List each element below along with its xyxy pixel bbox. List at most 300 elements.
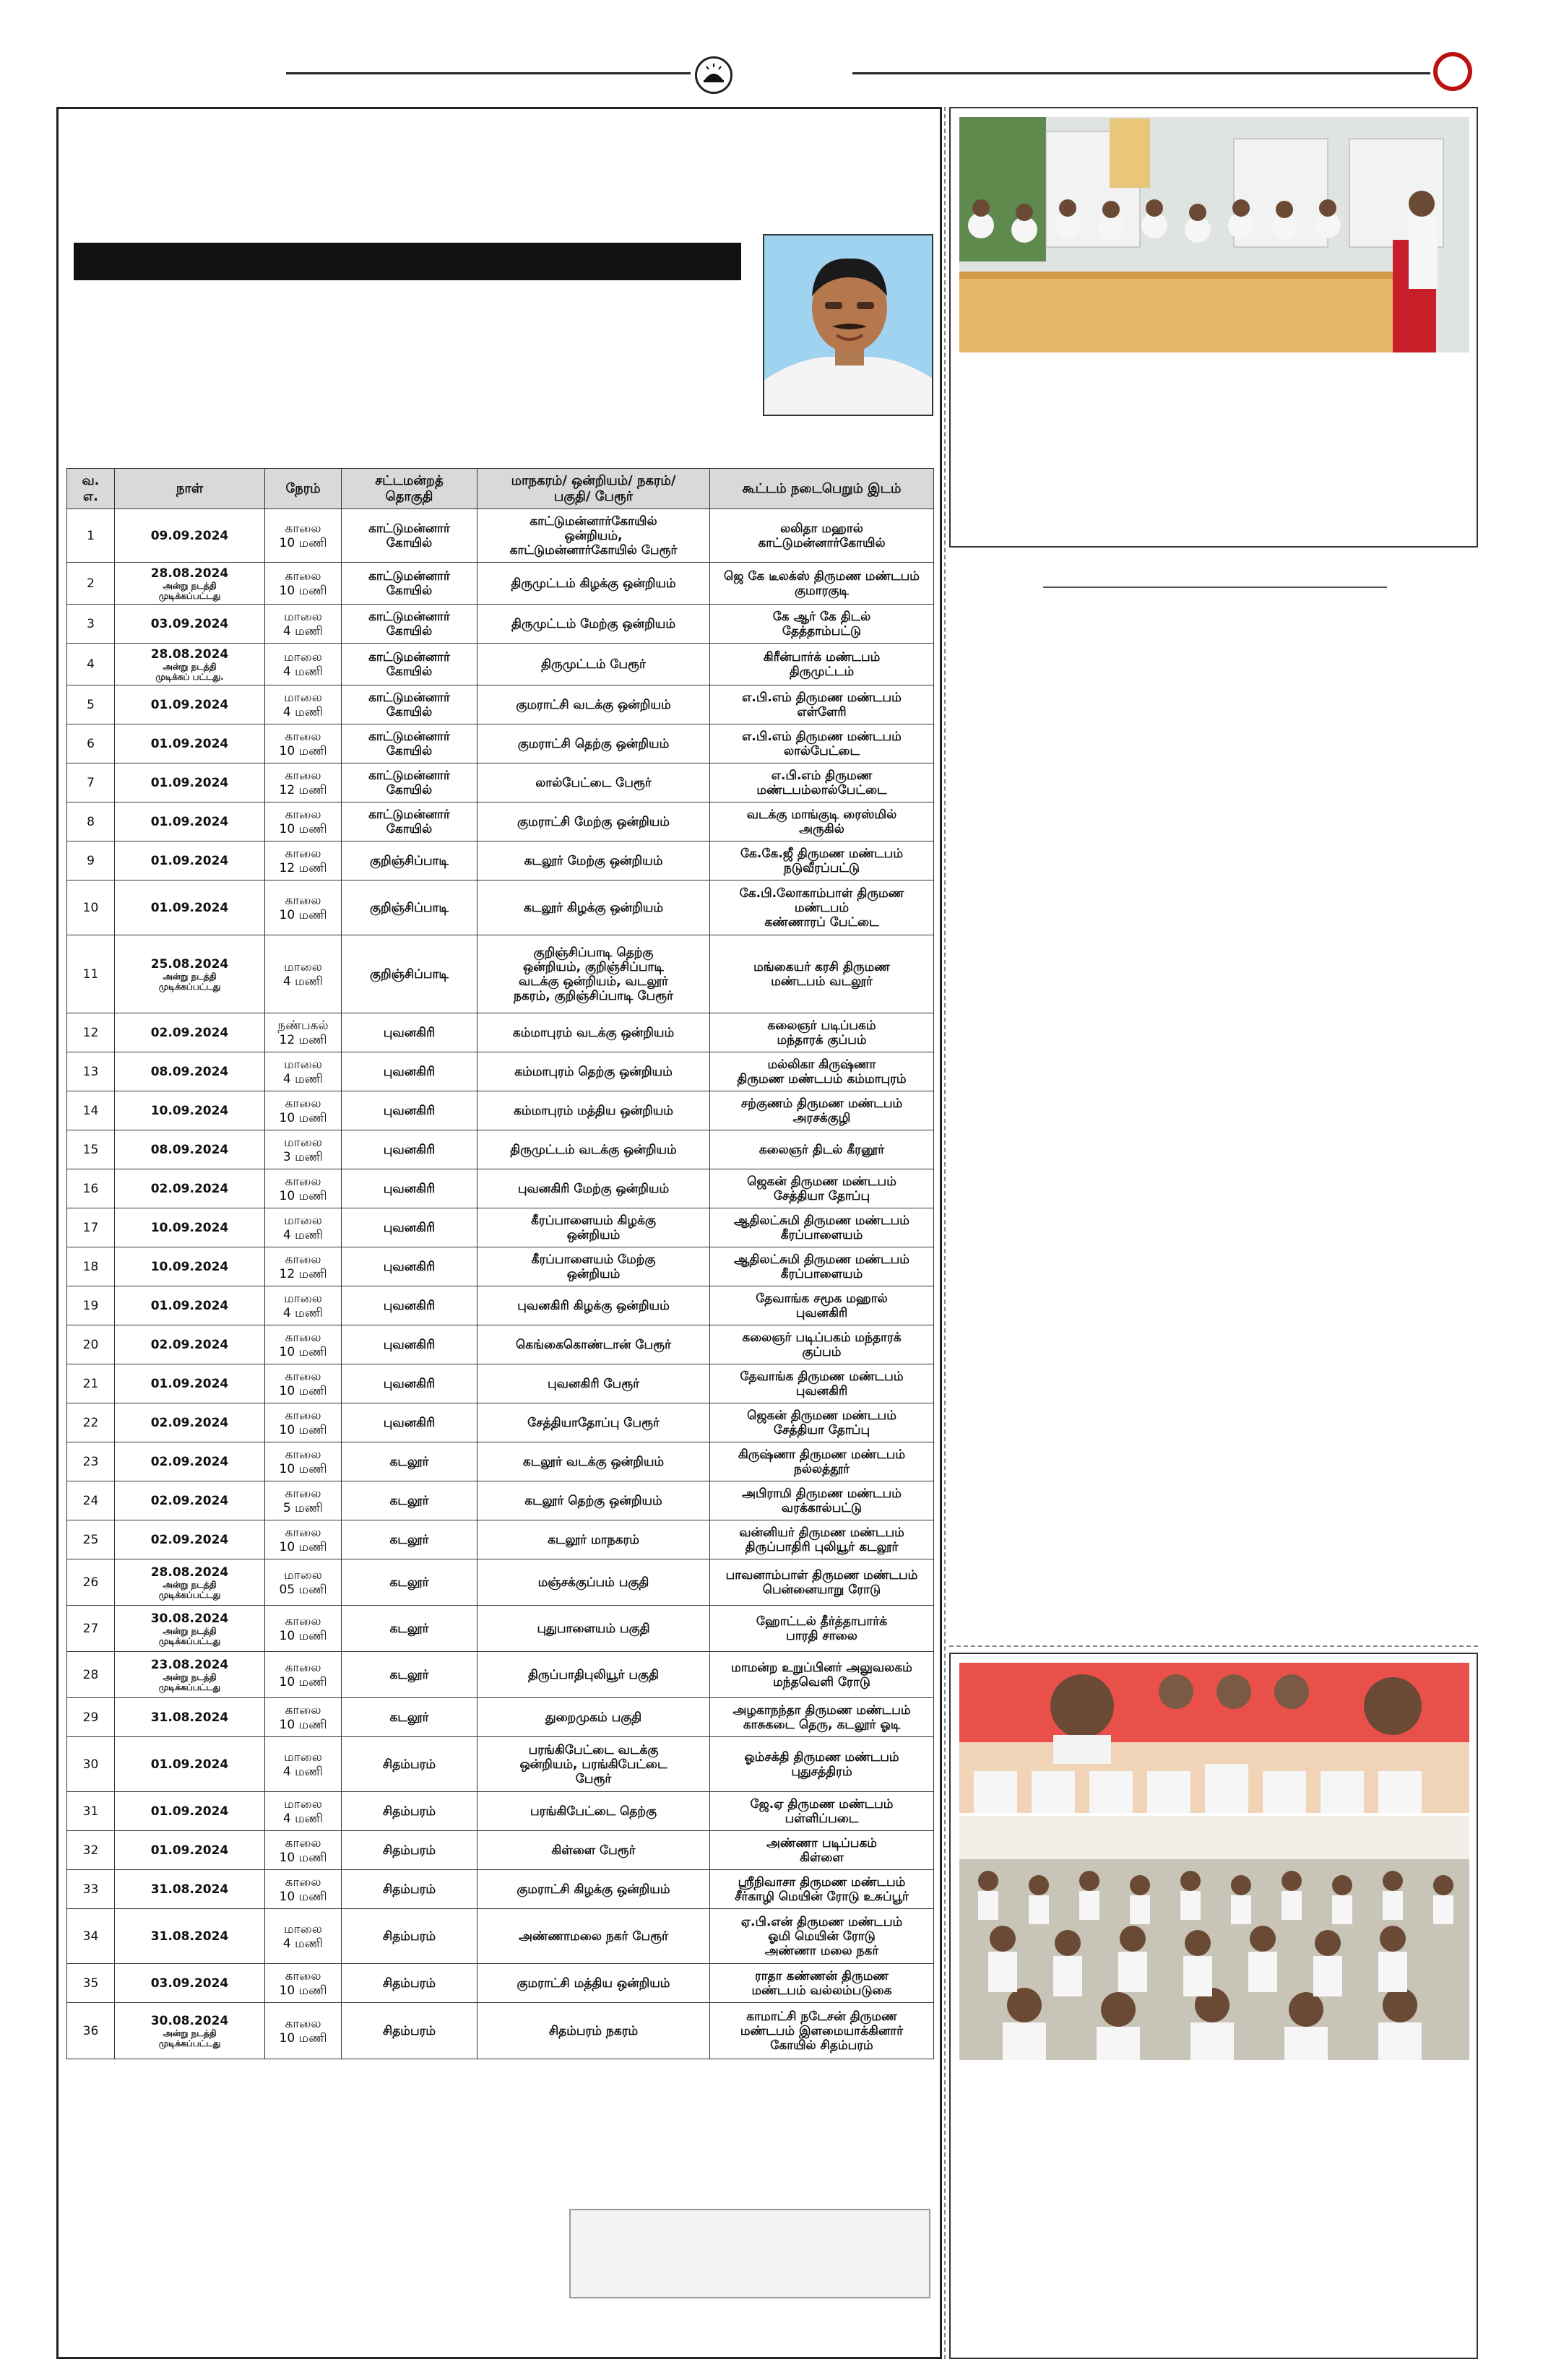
row-serial-number: 32	[67, 1831, 115, 1870]
row-date-value: 02.09.2024	[150, 1181, 229, 1196]
row-time: மாலை 4 மணி	[265, 644, 342, 685]
row-constituency: புவனகிரி	[342, 1208, 477, 1247]
row-constituency: புவனகிரி	[342, 1325, 477, 1364]
row-serial-number: 13	[67, 1052, 115, 1091]
row-time: காலை 10 மணி	[265, 724, 342, 763]
party-meeting-photo-top	[959, 1663, 1469, 1813]
row-constituency: கடலூர்	[342, 1520, 477, 1559]
page-number-circle	[1433, 52, 1472, 91]
row-serial-number: 8	[67, 802, 115, 841]
row-constituency: புவனகிரி	[342, 1286, 477, 1325]
table-row	[67, 935, 934, 1013]
row-venue: கே.பி.லோகாம்பாள் திருமண மண்டபம் கண்ணாரப் பேட்டை	[710, 880, 934, 935]
row-time: காலை 10 மணி	[265, 1403, 342, 1442]
row-time: மாலை 3 மணி	[265, 1130, 342, 1169]
table-row	[67, 1169, 934, 1208]
row-constituency: காட்டுமன்னார் கோயில்	[342, 802, 477, 841]
row-area: கெங்கைகொண்டான் பேரூர்	[477, 1325, 710, 1364]
row-venue: கலைஞர் படிப்பகம் மந்தாரக் குப்பம்	[710, 1325, 934, 1364]
row-date-value: 10.09.2024	[150, 1259, 229, 1274]
row-serial-number: 25	[67, 1520, 115, 1559]
row-constituency: காட்டுமன்னார் கோயில்	[342, 644, 477, 685]
row-date	[115, 1520, 265, 1559]
row-constituency: காட்டுமன்னார் கோயில்	[342, 605, 477, 644]
row-time: காலை 10 மணி	[265, 1169, 342, 1208]
row-date	[115, 1652, 265, 1698]
row-date	[115, 935, 265, 1013]
row-time: காலை 10 மணி	[265, 802, 342, 841]
row-venue: வடக்கு மாங்குடி ரைஸ்மில் அருகில்	[710, 802, 934, 841]
row-time: காலை 12 மணி	[265, 763, 342, 802]
row-time: மாலை 4 மணி	[265, 1208, 342, 1247]
row-time: காலை 10 மணி	[265, 509, 342, 563]
row-serial-number: 26	[67, 1559, 115, 1606]
table-row	[67, 1442, 934, 1481]
row-area: புவனகிரி கிழக்கு ஒன்றியம்	[477, 1286, 710, 1325]
row-date	[115, 563, 265, 605]
row-constituency: சிதம்பரம்	[342, 1870, 477, 1909]
row-venue: கலைஞர் படிப்பகம் மந்தாரக் குப்பம்	[710, 1013, 934, 1052]
header-venue: கூட்டம் நடைபெறும் இடம்	[710, 469, 934, 509]
row-time: மாலை 05 மணி	[265, 1559, 342, 1606]
row-time: மாலை 4 மணி	[265, 1737, 342, 1792]
row-date-value: 08.09.2024	[150, 1064, 229, 1079]
header-time: நேரம்	[265, 469, 342, 509]
row-date	[115, 880, 265, 935]
table-row	[67, 841, 934, 880]
row-date-value: 09.09.2024	[150, 528, 229, 543]
row-serial-number: 9	[67, 841, 115, 880]
row-area: கிள்ளை பேரூர்	[477, 1831, 710, 1870]
row-area: கீரப்பாளையம் மேற்கு ஒன்றியம்	[477, 1247, 710, 1286]
table-row	[67, 1247, 934, 1286]
row-area: கடலூர் மேற்கு ஒன்றியம்	[477, 841, 710, 880]
row-date	[115, 802, 265, 841]
table-row	[67, 1606, 934, 1652]
row-area: குறிஞ்சிப்பாடி தெற்கு ஒன்றியம், குறிஞ்சிப்பாடி வடக்கு ஒன்றியம், வடலூர் நகரம், குறிஞ்சிப்பாடி பேரூர்	[477, 935, 710, 1013]
row-date-value: 01.09.2024	[150, 900, 229, 915]
table-row	[67, 1652, 934, 1698]
row-area: கம்மாபுரம் மத்திய ஒன்றியம்	[477, 1091, 710, 1130]
row-area: குமராட்சி மேற்கு ஒன்றியம்	[477, 802, 710, 841]
row-area: குமராட்சி மத்திய ஒன்றியம்	[477, 1964, 710, 2003]
row-time: மாலை 4 மணி	[265, 685, 342, 724]
row-venue: ஹோட்டல் தீர்த்தாபார்க் பாரதி சாலை	[710, 1606, 934, 1652]
table-row	[67, 1052, 934, 1091]
row-date	[115, 724, 265, 763]
row-time: மாலை 4 மணி	[265, 1286, 342, 1325]
row-date	[115, 1286, 265, 1325]
row-venue: ராதா கண்ணன் திருமண மண்டபம் வல்லம்படுகை	[710, 1964, 934, 2003]
row-constituency: கடலூர்	[342, 1559, 477, 1606]
row-serial-number: 18	[67, 1247, 115, 1286]
row-area: கம்மாபுரம் வடக்கு ஒன்றியம்	[477, 1013, 710, 1052]
row-date-value: 02.09.2024	[150, 1337, 229, 1352]
table-row	[67, 509, 934, 563]
header-rule-right	[852, 72, 1430, 74]
row-date-value: 01.09.2024	[150, 814, 229, 829]
row-date-note: அன்று நடத்தி முடிக்கப்பட்டது	[158, 971, 221, 992]
row-date-value: 01.09.2024	[150, 697, 229, 712]
header-serial-number: வ. எ.	[67, 469, 115, 509]
table-row	[67, 1208, 934, 1247]
row-time: காலை 10 மணி	[265, 1325, 342, 1364]
row-constituency: காட்டுமன்னார் கோயில்	[342, 685, 477, 724]
row-date-value: 30.08.2024	[150, 1611, 229, 1626]
row-time: காலை 10 மணி	[265, 1364, 342, 1403]
row-constituency: புவனகிரி	[342, 1247, 477, 1286]
row-serial-number: 31	[67, 1792, 115, 1831]
row-serial-number: 7	[67, 763, 115, 802]
row-constituency: காட்டுமன்னார் கோயில்	[342, 563, 477, 605]
bottom-info-box	[569, 2209, 930, 2298]
row-time: காலை 12 மணி	[265, 1247, 342, 1286]
table-row	[67, 1364, 934, 1403]
meeting-schedule-table	[66, 468, 934, 2059]
row-serial-number: 14	[67, 1091, 115, 1130]
row-serial-number: 29	[67, 1698, 115, 1737]
table-row	[67, 763, 934, 802]
row-serial-number: 1	[67, 509, 115, 563]
row-venue: கிரீன்பார்க் மண்டபம் திருமுட்டம்	[710, 644, 934, 685]
row-venue: காமாட்சி நடேசன் திருமண மண்டபம் இளமையாக்கினார் கோயில் சிதம்பரம்	[710, 2003, 934, 2059]
header-area: மாநகரம்/ ஒன்றியம்/ நகரம்/ பகுதி/ பேரூர்	[477, 469, 710, 509]
row-date	[115, 1208, 265, 1247]
row-time: காலை 10 மணி	[265, 1698, 342, 1737]
row-serial-number: 17	[67, 1208, 115, 1247]
row-date-note: அன்று நடத்தி முடிக்கப் பட்டது.	[155, 661, 224, 682]
row-date-value: 23.08.2024	[150, 1657, 229, 1672]
row-date-value: 01.09.2024	[150, 1757, 229, 1772]
row-venue: எ.பி.எம் திருமண மண்டபம்லால்பேட்டை	[710, 763, 934, 802]
row-serial-number: 36	[67, 2003, 115, 2059]
row-time: மாலை 4 மணி	[265, 1909, 342, 1964]
table-row	[67, 1870, 934, 1909]
row-date	[115, 1403, 265, 1442]
row-area: திருமுட்டம் கிழக்கு ஒன்றியம்	[477, 563, 710, 605]
row-serial-number: 12	[67, 1013, 115, 1052]
portrait-photo	[763, 234, 933, 416]
table-row	[67, 1091, 934, 1130]
row-area: பரங்கிபேட்டை வடக்கு ஒன்றியம், பரங்கிபேட்டை பேரூர்	[477, 1737, 710, 1792]
row-serial-number: 4	[67, 644, 115, 685]
row-venue: ஜே.ஏ திருமண மண்டபம் பள்ளிப்படை	[710, 1792, 934, 1831]
row-area: குமராட்சி தெற்கு ஒன்றியம்	[477, 724, 710, 763]
row-area: துறைமுகம் பகுதி	[477, 1698, 710, 1737]
table-row	[67, 1013, 934, 1052]
row-time: காலை 10 மணி	[265, 563, 342, 605]
row-date-value: 03.09.2024	[150, 616, 229, 631]
row-venue: பாவனாம்பாள் திருமண மண்டபம் பென்னையாறு ரோடு	[710, 1559, 934, 1606]
row-time: காலை 10 மணி	[265, 1520, 342, 1559]
row-time: மாலை 4 மணி	[265, 935, 342, 1013]
table-row	[67, 685, 934, 724]
row-venue: சற்குணம் திருமண மண்டபம் அரசக்குழி	[710, 1091, 934, 1130]
row-area: சேத்தியாதோப்பு பேரூர்	[477, 1403, 710, 1442]
row-date-value: 01.09.2024	[150, 1804, 229, 1819]
table-row	[67, 605, 934, 644]
header-constituency: சட்டமன்றத் தொகுதி	[342, 469, 477, 509]
row-constituency: புவனகிரி	[342, 1013, 477, 1052]
row-venue: மங்கையர் கரசி திருமண மண்டபம் வடலூர்	[710, 935, 934, 1013]
row-venue: எ.பி.எம் திருமண மண்டபம் எள்ளேரி	[710, 685, 934, 724]
row-serial-number: 3	[67, 605, 115, 644]
row-date	[115, 1013, 265, 1052]
row-area: குமராட்சி வடக்கு ஒன்றியம்	[477, 685, 710, 724]
row-date	[115, 1247, 265, 1286]
row-serial-number: 35	[67, 1964, 115, 2003]
meeting-stage-photo	[959, 117, 1469, 352]
row-area: கடலூர் கிழக்கு ஒன்றியம்	[477, 880, 710, 935]
column-dash-divider	[949, 1645, 1478, 1647]
row-constituency: காட்டுமன்னார் கோயில்	[342, 763, 477, 802]
row-serial-number: 20	[67, 1325, 115, 1364]
separator-rule	[1043, 587, 1387, 588]
row-time: காலை 10 மணி	[265, 1870, 342, 1909]
row-venue: ஜெகன் திருமண மண்டபம் சேத்தியா தோப்பு	[710, 1403, 934, 1442]
row-date	[115, 1909, 265, 1964]
row-date-note: அன்று நடத்தி முடிக்கப்பட்டது	[158, 1579, 221, 1600]
row-date	[115, 763, 265, 802]
table-row	[67, 1559, 934, 1606]
row-area: கடலூர் தெற்கு ஒன்றியம்	[477, 1481, 710, 1520]
row-date-value: 01.09.2024	[150, 1376, 229, 1391]
row-area: கம்மாபுரம் தெற்கு ஒன்றியம்	[477, 1052, 710, 1091]
row-area: புவனகிரி பேரூர்	[477, 1364, 710, 1403]
row-date	[115, 1792, 265, 1831]
row-serial-number: 6	[67, 724, 115, 763]
row-date-value: 30.08.2024	[150, 2013, 229, 2028]
row-date-value: 28.08.2024	[150, 646, 229, 662]
row-serial-number: 16	[67, 1169, 115, 1208]
row-constituency: புவனகிரி	[342, 1091, 477, 1130]
row-constituency: குறிஞ்சிப்பாடி	[342, 880, 477, 935]
table-row	[67, 1130, 934, 1169]
row-date-value: 31.08.2024	[150, 1929, 229, 1944]
row-venue: எ.பி.எம் திருமண மண்டபம் லால்பேட்டை	[710, 724, 934, 763]
row-venue: அபிராமி திருமண மண்டபம் வரக்கால்பட்டு	[710, 1481, 934, 1520]
headline-bar	[74, 243, 741, 280]
row-area: திருப்பாதிபுலியூர் பகுதி	[477, 1652, 710, 1698]
row-date-value: 02.09.2024	[150, 1415, 229, 1430]
row-time: காலை 10 மணி	[265, 1964, 342, 2003]
row-date	[115, 1442, 265, 1481]
row-venue: அழகாநந்தா திருமண மண்டபம் காசுகடை தெரு, கடலூர் ஓடி	[710, 1698, 934, 1737]
row-time: நண்பகல் 12 மணி	[265, 1013, 342, 1052]
row-date	[115, 1831, 265, 1870]
row-date	[115, 1606, 265, 1652]
row-date-note: அன்று நடத்தி முடிக்கப்பட்டது	[158, 580, 221, 601]
table-row	[67, 1964, 934, 2003]
row-constituency: புவனகிரி	[342, 1130, 477, 1169]
row-area: புவனகிரி மேற்கு ஒன்றியம்	[477, 1169, 710, 1208]
row-constituency: சிதம்பரம்	[342, 1831, 477, 1870]
row-area: குமராட்சி கிழக்கு ஒன்றியம்	[477, 1870, 710, 1909]
row-date	[115, 644, 265, 685]
row-date-value: 31.08.2024	[150, 1710, 229, 1725]
row-date	[115, 1870, 265, 1909]
row-venue: லலிதா மஹால் காட்டுமன்னார்கோயில்	[710, 509, 934, 563]
row-serial-number: 28	[67, 1652, 115, 1698]
row-date-value: 08.09.2024	[150, 1142, 229, 1157]
row-venue: கிருஷ்ணா திருமண மண்டபம் நல்லத்தூர்	[710, 1442, 934, 1481]
row-date-value: 03.09.2024	[150, 1976, 229, 1991]
row-venue: தேவாங்க சமூக மஹால் புவனகிரி	[710, 1286, 934, 1325]
row-area: திருமுட்டம் பேரூர்	[477, 644, 710, 685]
row-constituency: புவனகிரி	[342, 1169, 477, 1208]
table-row	[67, 1520, 934, 1559]
row-time: காலை 5 மணி	[265, 1481, 342, 1520]
row-serial-number: 21	[67, 1364, 115, 1403]
row-venue: ஸ்ரீநிவாசா திருமண மண்டபம் சீர்காழி மெயின் ரோடு உசுப்பூர்	[710, 1870, 934, 1909]
row-serial-number: 11	[67, 935, 115, 1013]
row-time: காலை 12 மணி	[265, 841, 342, 880]
row-date-note: அன்று நடத்தி முடிக்கப்பட்டது	[158, 1671, 221, 1692]
row-date-value: 02.09.2024	[150, 1493, 229, 1508]
row-constituency: புவனகிரி	[342, 1364, 477, 1403]
row-venue: தேவாங்க திருமண மண்டபம் புவனகிரி	[710, 1364, 934, 1403]
row-date-value: 01.09.2024	[150, 853, 229, 868]
row-date-value: 28.08.2024	[150, 1565, 229, 1580]
row-serial-number: 15	[67, 1130, 115, 1169]
row-area: சிதம்பரம் நகரம்	[477, 2003, 710, 2059]
row-constituency: புவனகிரி	[342, 1052, 477, 1091]
row-serial-number: 5	[67, 685, 115, 724]
row-date-value: 02.09.2024	[150, 1532, 229, 1547]
row-time: மாலை 4 மணி	[265, 605, 342, 644]
row-serial-number: 10	[67, 880, 115, 935]
row-date	[115, 2003, 265, 2059]
rising-sun-emblem-icon	[695, 56, 732, 94]
row-constituency: சிதம்பரம்	[342, 2003, 477, 2059]
row-venue: கே ஆர் கே திடல் தேத்தாம்பட்டு	[710, 605, 934, 644]
table-row	[67, 644, 934, 685]
table-header-row	[67, 469, 934, 509]
row-area: புதுபாளையம் பகுதி	[477, 1606, 710, 1652]
row-serial-number: 24	[67, 1481, 115, 1520]
row-area: மஞ்சக்குப்பம் பகுதி	[477, 1559, 710, 1606]
row-date	[115, 605, 265, 644]
table-row	[67, 880, 934, 935]
row-venue: மாமன்ற உறுப்பினர் அலுவலகம் மந்தவெளி ரோடு	[710, 1652, 934, 1698]
row-serial-number: 33	[67, 1870, 115, 1909]
row-date	[115, 1481, 265, 1520]
table-row	[67, 1403, 934, 1442]
row-venue: ஜெ கே டீலக்ஸ் திருமண மண்டபம் குமாரகுடி	[710, 563, 934, 605]
row-time: காலை 10 மணி	[265, 2003, 342, 2059]
row-serial-number: 22	[67, 1403, 115, 1442]
row-constituency: குறிஞ்சிப்பாடி	[342, 841, 477, 880]
row-date	[115, 1737, 265, 1792]
row-venue: ஆதிலட்சுமி திருமண மண்டபம் கீரப்பாளையம்	[710, 1208, 934, 1247]
row-time: காலை 10 மணி	[265, 880, 342, 935]
row-area: கடலூர் மாநகரம்	[477, 1520, 710, 1559]
row-area: லால்பேட்டை பேரூர்	[477, 763, 710, 802]
table-row	[67, 1481, 934, 1520]
row-date-note: அன்று நடத்தி முடிக்கப்பட்டது	[158, 1625, 221, 1646]
row-area: அண்ணாமலை நகர் பேரூர்	[477, 1909, 710, 1964]
row-time: மாலை 4 மணி	[265, 1792, 342, 1831]
row-date-note: அன்று நடத்தி முடிக்கப்பட்டது	[158, 2028, 221, 2048]
row-date	[115, 1364, 265, 1403]
row-constituency: காட்டுமன்னார் கோயில்	[342, 724, 477, 763]
row-venue: அண்ணா படிப்பகம் கிள்ளை	[710, 1831, 934, 1870]
row-constituency: கடலூர்	[342, 1698, 477, 1737]
row-time: மாலை 4 மணி	[265, 1052, 342, 1091]
table-row	[67, 2003, 934, 2059]
table-row	[67, 1737, 934, 1792]
row-date	[115, 1052, 265, 1091]
row-constituency: கடலூர்	[342, 1442, 477, 1481]
row-date-value: 28.08.2024	[150, 566, 229, 581]
row-venue: ஓம்சக்தி திருமண மண்டபம் புதுசத்திரம்	[710, 1737, 934, 1792]
table-row	[67, 1831, 934, 1870]
row-date-value: 01.09.2024	[150, 736, 229, 751]
row-date-value: 31.08.2024	[150, 1882, 229, 1897]
row-constituency: சிதம்பரம்	[342, 1909, 477, 1964]
row-serial-number: 23	[67, 1442, 115, 1481]
row-constituency: குறிஞ்சிப்பாடி	[342, 935, 477, 1013]
table-row	[67, 1286, 934, 1325]
row-date	[115, 1130, 265, 1169]
row-time: காலை 10 மணி	[265, 1091, 342, 1130]
row-date	[115, 1559, 265, 1606]
row-date	[115, 1091, 265, 1130]
row-date	[115, 1169, 265, 1208]
header-rule-left	[286, 72, 691, 74]
row-venue: வன்னியர் திருமண மண்டபம் திருப்பாதிரி புலியூர் கடலூர்	[710, 1520, 934, 1559]
row-date-value: 02.09.2024	[150, 1025, 229, 1040]
row-serial-number: 2	[67, 563, 115, 605]
row-area: திருமுட்டம் மேற்கு ஒன்றியம்	[477, 605, 710, 644]
row-constituency: கடலூர்	[342, 1652, 477, 1698]
row-constituency: புவனகிரி	[342, 1403, 477, 1442]
row-date-value: 02.09.2024	[150, 1454, 229, 1469]
row-date	[115, 1698, 265, 1737]
row-date-value: 01.09.2024	[150, 1843, 229, 1858]
table-row	[67, 802, 934, 841]
row-area: காட்டுமன்னார்கோயில் ஒன்றியம், காட்டுமன்னார்கோயில் பேரூர்	[477, 509, 710, 563]
row-date	[115, 841, 265, 880]
party-meeting-photo-bottom	[959, 1816, 1469, 2060]
row-serial-number: 19	[67, 1286, 115, 1325]
row-serial-number: 30	[67, 1737, 115, 1792]
table-row	[67, 1792, 934, 1831]
row-constituency: கடலூர்	[342, 1606, 477, 1652]
row-time: காலை 10 மணி	[265, 1831, 342, 1870]
table-row	[67, 563, 934, 605]
row-venue: ஆதிலட்சுமி திருமண மண்டபம் கீரப்பாளையம்	[710, 1247, 934, 1286]
row-date-value: 25.08.2024	[150, 956, 229, 972]
row-constituency: சிதம்பரம்	[342, 1964, 477, 2003]
row-venue: கே.கே.ஜீ திருமண மண்டபம் நடுவீரப்பட்டு	[710, 841, 934, 880]
row-serial-number: 34	[67, 1909, 115, 1964]
row-date-value: 10.09.2024	[150, 1220, 229, 1235]
row-date-value: 01.09.2024	[150, 775, 229, 790]
row-constituency: காட்டுமன்னார் கோயில்	[342, 509, 477, 563]
row-date	[115, 1964, 265, 2003]
row-venue: ஜெகன் திருமண மண்டபம் சேத்தியா தோப்பு	[710, 1169, 934, 1208]
row-area: திருமுட்டம் வடக்கு ஒன்றியம்	[477, 1130, 710, 1169]
row-time: காலை 10 மணி	[265, 1606, 342, 1652]
row-constituency: சிதம்பரம்	[342, 1737, 477, 1792]
row-date-value: 10.09.2024	[150, 1103, 229, 1118]
row-area: பரங்கிபேட்டை தெற்கு	[477, 1792, 710, 1831]
row-time: காலை 10 மணி	[265, 1442, 342, 1481]
row-date	[115, 509, 265, 563]
row-time: காலை 10 மணி	[265, 1652, 342, 1698]
row-venue: கலைஞர் திடல் கீரனூர்	[710, 1130, 934, 1169]
